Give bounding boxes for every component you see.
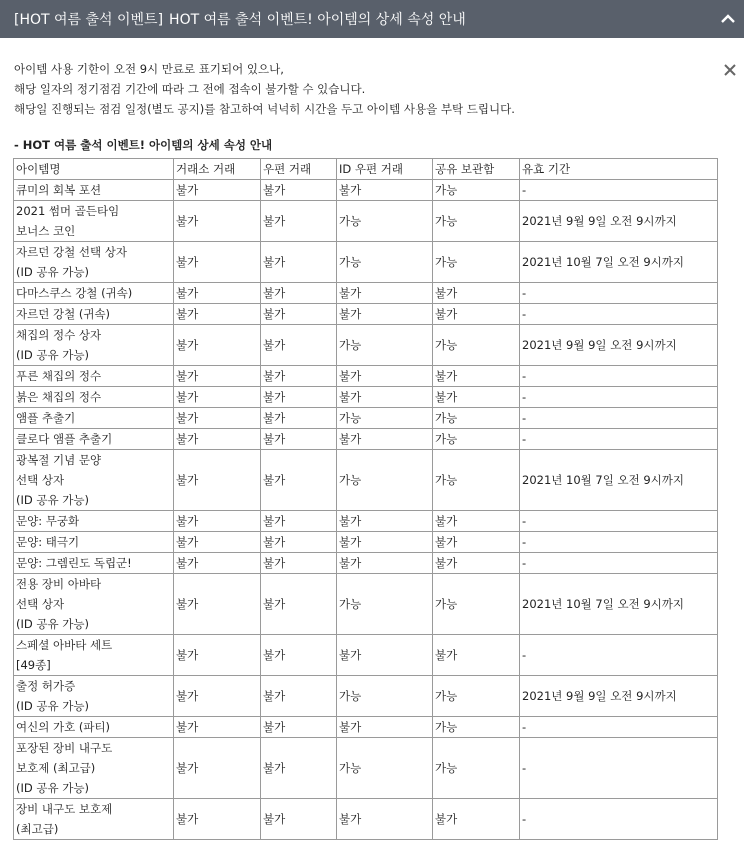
attribute-cell: 가능 (337, 201, 433, 242)
attribute-cell: - (520, 180, 718, 201)
attribute-cell: 불가 (337, 532, 433, 553)
item-name-line: 문양: 그렘린도 독립군! (16, 556, 132, 570)
attribute-cell: - (520, 553, 718, 574)
attribute-cell: 2021년 9월 9일 오전 9시까지 (520, 201, 718, 242)
attribute-cell: 불가 (174, 799, 261, 840)
attribute-cell: 불가 (261, 242, 337, 283)
attribute-cell: 불가 (174, 511, 261, 532)
attribute-cell: 불가 (174, 325, 261, 366)
attribute-cell: 불가 (433, 366, 520, 387)
item-name-cell (14, 676, 174, 717)
attribute-cell: 불가 (174, 532, 261, 553)
item-name-line: 문양: 무궁화 (16, 514, 80, 528)
attribute-cell: 불가 (261, 717, 337, 738)
attribute-cell: 가능 (433, 717, 520, 738)
column-header: 우편 거래 (261, 159, 337, 180)
table-row (14, 387, 718, 408)
item-name-line: 붉은 채집의 정수 (16, 390, 102, 404)
item-name-line: (최고급) (16, 822, 59, 836)
table-row (14, 366, 718, 387)
attribute-cell: 불가 (433, 511, 520, 532)
attribute-cell: 가능 (433, 201, 520, 242)
attribute-cell: 불가 (174, 553, 261, 574)
attribute-cell: 불가 (174, 429, 261, 450)
dialog-header (0, 0, 744, 38)
intro-text (14, 59, 714, 119)
column-header: 아이템명 (14, 159, 174, 180)
item-name-cell (14, 799, 174, 840)
attribute-cell: 불가 (337, 717, 433, 738)
attribute-cell: 불가 (261, 532, 337, 553)
item-name-line: (ID 공유 가능) (16, 493, 89, 507)
table-row (14, 738, 718, 799)
attribute-cell: 불가 (337, 180, 433, 201)
item-name-line: (ID 공유 가능) (16, 781, 89, 795)
attribute-cell: 2021년 9월 9일 오전 9시까지 (520, 325, 718, 366)
item-name-line: 여신의 가호 (파티) (16, 720, 111, 734)
table-header-row (14, 159, 718, 180)
item-name-line: 보너스 코인 (16, 224, 76, 238)
attribute-cell: 불가 (433, 635, 520, 676)
column-header: ID 우편 거래 (337, 159, 433, 180)
table-row (14, 325, 718, 366)
attribute-cell: 가능 (337, 325, 433, 366)
item-name-cell (14, 387, 174, 408)
item-name-cell (14, 450, 174, 511)
attribute-cell: 불가 (433, 304, 520, 325)
table-row (14, 676, 718, 717)
attribute-cell: 불가 (261, 180, 337, 201)
table-row (14, 553, 718, 574)
item-name-line: (ID 공유 가능) (16, 699, 89, 713)
item-name-line: 스페셜 아바타 세트 (16, 638, 113, 652)
item-name-cell (14, 574, 174, 635)
table-row (14, 283, 718, 304)
item-name-line: (ID 공유 가능) (16, 617, 89, 631)
attribute-cell: 2021년 9월 9일 오전 9시까지 (520, 676, 718, 717)
attribute-cell: 불가 (174, 304, 261, 325)
attribute-cell: 가능 (433, 429, 520, 450)
item-name-cell (14, 283, 174, 304)
attribute-cell: - (520, 408, 718, 429)
attribute-cell: 가능 (433, 738, 520, 799)
item-name-cell (14, 366, 174, 387)
attribute-cell: 불가 (174, 180, 261, 201)
item-name-line: 출정 허가증 (16, 679, 76, 693)
attribute-cell: 불가 (261, 635, 337, 676)
attribute-cell: 불가 (174, 738, 261, 799)
close-icon[interactable] (722, 62, 738, 78)
attribute-cell: 불가 (261, 574, 337, 635)
attribute-cell: 불가 (261, 408, 337, 429)
item-name-line: 선택 상자 (16, 473, 65, 487)
attribute-cell: 불가 (433, 532, 520, 553)
attribute-cell: 불가 (261, 738, 337, 799)
item-name-line: (ID 공유 가능) (16, 348, 89, 362)
attribute-cell: 가능 (337, 738, 433, 799)
attribute-cell: 불가 (261, 450, 337, 511)
attribute-cell: 가능 (337, 676, 433, 717)
attribute-cell: 가능 (433, 408, 520, 429)
item-name-line: 전용 장비 아바타 (16, 577, 102, 591)
attribute-cell: 불가 (433, 283, 520, 304)
attribute-cell: 불가 (261, 366, 337, 387)
dialog-title (14, 9, 466, 29)
item-name-line: 푸른 채집의 정수 (16, 369, 102, 383)
item-name-cell (14, 511, 174, 532)
item-name-line: 자르던 강철 (귀속) (16, 307, 111, 321)
attribute-cell: 가능 (337, 450, 433, 511)
attribute-cell: 불가 (261, 325, 337, 366)
attribute-cell: 불가 (337, 387, 433, 408)
attribute-cell: 2021년 10월 7일 오전 9시까지 (520, 574, 718, 635)
item-name-line: 선택 상자 (16, 597, 65, 611)
attribute-cell: 불가 (174, 408, 261, 429)
attribute-cell: 불가 (337, 553, 433, 574)
column-header: 거래소 거래 (174, 159, 261, 180)
attribute-cell: 불가 (174, 387, 261, 408)
attribute-cell: - (520, 511, 718, 532)
item-name-line: 문양: 태극기 (16, 535, 80, 549)
attribute-cell: 불가 (261, 799, 337, 840)
intro-line: 아이템 사용 기한이 오전 9시 만료로 표기되어 있으나, (14, 62, 284, 76)
item-name-line: 앰플 추출기 (16, 411, 76, 425)
attribute-cell: - (520, 366, 718, 387)
table-row (14, 635, 718, 676)
table-row (14, 304, 718, 325)
dialog-title-text: HOT 여름 출석 이벤트! 아이템의 상세 속성 안내 (169, 12, 466, 28)
table-row (14, 574, 718, 635)
table-row (14, 717, 718, 738)
item-name-line: 보호제 (최고급) (16, 761, 96, 775)
attribute-cell: - (520, 387, 718, 408)
attribute-cell: - (520, 738, 718, 799)
item-name-cell (14, 553, 174, 574)
intro-line: 해당 일자의 정기점검 기간에 따라 그 전에 접속이 불가할 수 있습니다. (14, 82, 366, 96)
attribute-cell: 2021년 10월 7일 오전 9시까지 (520, 242, 718, 283)
attribute-cell: 불가 (433, 799, 520, 840)
item-name-cell (14, 429, 174, 450)
attribute-cell: 가능 (337, 408, 433, 429)
attribute-cell: 2021년 10월 7일 오전 9시까지 (520, 450, 718, 511)
item-name-line: 채집의 정수 상자 (16, 328, 102, 342)
table-row (14, 180, 718, 201)
attribute-cell: - (520, 717, 718, 738)
attribute-cell: 가능 (433, 325, 520, 366)
item-name-cell (14, 325, 174, 366)
attribute-cell: - (520, 799, 718, 840)
attribute-cell: 불가 (174, 717, 261, 738)
column-header: 공유 보관함 (433, 159, 520, 180)
item-name-cell (14, 180, 174, 201)
attribute-cell: 불가 (337, 366, 433, 387)
item-name-line: 2021 썸머 골든타임 (16, 204, 120, 218)
chevron-up-icon[interactable] (718, 9, 738, 29)
item-name-line: 포장된 장비 내구도 (16, 741, 113, 755)
table-row (14, 201, 718, 242)
item-name-line: 장비 내구도 보호제 (16, 802, 113, 816)
attribute-cell: 가능 (337, 574, 433, 635)
table-row (14, 242, 718, 283)
attribute-cell: 불가 (337, 429, 433, 450)
item-name-line: 자르던 강철 선택 상자 (16, 245, 127, 259)
item-name-cell (14, 201, 174, 242)
item-name-cell (14, 242, 174, 283)
attribute-cell: 불가 (261, 429, 337, 450)
table-row (14, 511, 718, 532)
item-name-line: [49종] (16, 658, 51, 672)
item-name-line: 광복절 기념 문양 (16, 453, 102, 467)
attribute-cell: 가능 (433, 180, 520, 201)
attribute-cell: 불가 (174, 242, 261, 283)
attribute-cell: 불가 (261, 387, 337, 408)
attribute-cell: 불가 (261, 304, 337, 325)
table-row (14, 799, 718, 840)
item-name-cell (14, 717, 174, 738)
attribute-cell: 불가 (261, 553, 337, 574)
attribute-cell: 불가 (337, 304, 433, 325)
attribute-cell: 가능 (433, 676, 520, 717)
table-row (14, 532, 718, 553)
attribute-cell: 불가 (174, 676, 261, 717)
table-row (14, 450, 718, 511)
attribute-cell: 가능 (337, 242, 433, 283)
item-name-cell (14, 635, 174, 676)
item-name-line: 큐미의 회복 포션 (16, 183, 102, 197)
attribute-cell: - (520, 429, 718, 450)
attribute-cell: 불가 (261, 676, 337, 717)
attribute-cell: 불가 (261, 511, 337, 532)
event-tag: [HOT 여름 출석 이벤트] (14, 12, 164, 28)
attribute-cell: 불가 (174, 366, 261, 387)
section-title: - HOT 여름 출석 이벤트! 아이템의 상세 속성 안내 (14, 138, 273, 152)
attribute-cell: 불가 (174, 450, 261, 511)
item-name-line: 다마스쿠스 강철 (귀속) (16, 286, 133, 300)
attribute-cell: - (520, 532, 718, 553)
item-name-cell (14, 532, 174, 553)
attribute-cell: - (520, 635, 718, 676)
table-row (14, 408, 718, 429)
attribute-cell: - (520, 283, 718, 304)
item-attributes-table (13, 158, 718, 840)
attribute-cell: 불가 (174, 635, 261, 676)
column-header: 유효 기간 (520, 159, 718, 180)
item-name-line: 클로다 앰플 추출기 (16, 432, 113, 446)
attribute-cell: 불가 (433, 387, 520, 408)
attribute-cell: 불가 (337, 635, 433, 676)
attribute-cell: 가능 (433, 574, 520, 635)
attribute-cell: 불가 (337, 511, 433, 532)
attribute-cell: 가능 (433, 450, 520, 511)
attribute-cell: - (520, 304, 718, 325)
item-name-cell (14, 304, 174, 325)
attribute-cell: 불가 (433, 553, 520, 574)
intro-line: 해당일 진행되는 점검 일정(별도 공지)를 참고하여 넉넉히 시간을 두고 아이템 사용을 부탁 드립니다. (14, 102, 515, 116)
attribute-cell: 가능 (433, 242, 520, 283)
attribute-cell: 불가 (337, 799, 433, 840)
attribute-cell: 불가 (174, 574, 261, 635)
item-name-line: (ID 공유 가능) (16, 265, 89, 279)
attribute-cell: 불가 (174, 283, 261, 304)
attribute-cell: 불가 (261, 201, 337, 242)
attribute-cell: 불가 (261, 283, 337, 304)
item-name-cell (14, 408, 174, 429)
item-name-cell (14, 738, 174, 799)
attribute-cell: 불가 (174, 201, 261, 242)
attribute-cell: 불가 (337, 283, 433, 304)
table-row (14, 429, 718, 450)
